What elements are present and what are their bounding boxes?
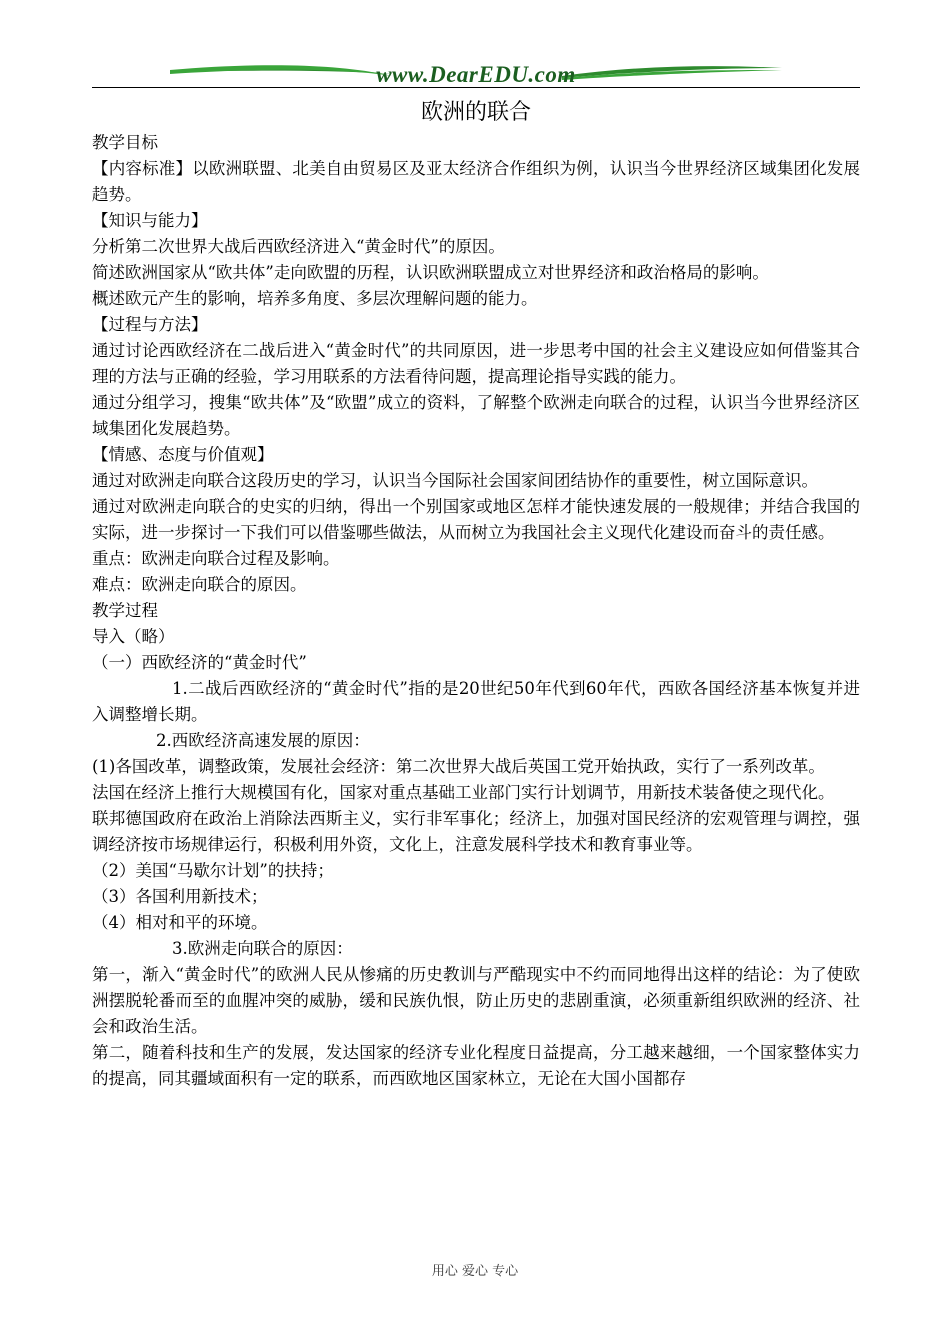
paragraph-line: 【情感、态度与价值观】 bbox=[92, 445, 274, 464]
paragraph-line: （3）各国利用新技术； bbox=[92, 887, 268, 906]
paragraph-line: 【过程与方法】 bbox=[92, 315, 208, 334]
paragraph-line: 教学过程 bbox=[92, 601, 158, 620]
paragraph-line: 通过对欧洲走向联合的史实的归纳，得出一个别国家或地区怎样才能快速发展的一般规律；并结合我国的实际，进一步探讨一下我们可以借鉴哪些做法，从而树立为我国社会主义现代化建设而奋斗的责任感。 bbox=[92, 497, 860, 542]
page-footer: 用心 爱心 专心 bbox=[431, 1264, 519, 1279]
paragraph-line: (1)各国改革，调整政策，发展社会经济：第二次世界大战后英国工党开始执政，实行了一系列改革。 bbox=[92, 757, 825, 776]
paragraph-line: 第一，渐入“黄金时代”的欧洲人民从惨痛的历史教训与严酷现实中不约而同地得出这样的结论：为了使欧洲摆脱轮番而至的血腥冲突的威胁，缓和民族仇恨，防止历史的悲剧重演，必须重新组织欧洲的经济、社会和政治生活。 bbox=[92, 965, 860, 1036]
paragraph-line: 导入（略） bbox=[92, 627, 175, 646]
paragraph-line: （一）西欧经济的“黄金时代” bbox=[92, 653, 307, 672]
paragraph-line: 分析第二次世界大战后西欧经济进入“黄金时代”的原因。 bbox=[92, 237, 505, 256]
paragraph-line: 概述欧元产生的影响，培养多角度、多层次理解问题的能力。 bbox=[92, 289, 538, 308]
paragraph-line: 简述欧洲国家从“欧共体”走向欧盟的历程，认识欧洲联盟成立对世界经济和政治格局的影响。 bbox=[92, 263, 769, 282]
paragraph-line: 1.二战后西欧经济的“黄金时代”指的是20世纪50年代到60年代，西欧各国经济基本恢复并进入调整增长期。 bbox=[92, 679, 860, 724]
paragraph-line: 通过对欧洲走向联合这段历史的学习，认识当今国际社会国家间团结协作的重要性，树立国际意识。 bbox=[92, 471, 818, 490]
paragraph-line: 【知识与能力】 bbox=[92, 211, 208, 230]
paragraph-line: 第二，随着科技和生产的发展，发达国家的经济专业化程度日益提高，分工越来越细，一个国家整体实力的提高，同其疆域面积有一定的联系，而西欧地区国家林立，无论在大国小国都存 bbox=[92, 1043, 860, 1088]
paragraph-line: 重点：欧洲走向联合过程及影响。 bbox=[92, 549, 340, 568]
paragraph-line: 3.欧洲走向联合的原因： bbox=[172, 939, 353, 958]
site-logo-text[interactable]: www.DearEDU.com bbox=[376, 62, 576, 87]
paragraph-line: 通过分组学习，搜集“欧共体”及“欧盟”成立的资料，了解整个欧洲走向联合的过程，认识当今世界经济区域集团化发展趋势。 bbox=[92, 393, 860, 438]
paragraph-line: 2.西欧经济高速发展的原因： bbox=[156, 731, 370, 750]
paragraph-line: 通过讨论西欧经济在二战后进入“黄金时代”的共同原因，进一步思考中国的社会主义建设应如何借鉴其合理的方法与正确的经验，学习用联系的方法看待问题，提高理论指导实践的能力。 bbox=[92, 341, 860, 386]
paragraph-line: （4）相对和平的环境。 bbox=[92, 913, 268, 932]
document-body bbox=[92, 98, 860, 1092]
paragraph-line: 【内容标准】以欧洲联盟、北美自由贸易区及亚太经济合作组织为例，认识当今世界经济区域集团化发展趋势。 bbox=[92, 159, 860, 204]
paragraph-line: 联邦德国政府在政治上消除法西斯主义，实行非军事化；经济上，加强对国民经济的宏观管理与调控，强调经济按市场规律运行，积极利用外资，文化上，注意发展科学技术和教育事业等。 bbox=[92, 809, 860, 854]
paragraph-line: 难点：欧洲走向联合的原因。 bbox=[92, 575, 307, 594]
paragraph-line: 教学目标 bbox=[92, 133, 158, 152]
header-divider bbox=[92, 87, 860, 88]
document-paragraphs bbox=[92, 130, 860, 1092]
site-header-banner bbox=[92, 58, 860, 90]
document-title: 欧洲的联合 bbox=[420, 100, 531, 125]
paragraph-line: （2）美国“马歇尔计划”的扶持； bbox=[92, 861, 334, 880]
paragraph-line: 法国在经济上推行大规模国有化，国家对重点基础工业部门实行计划调节，用新技术装备使之现代化。 bbox=[92, 783, 835, 802]
